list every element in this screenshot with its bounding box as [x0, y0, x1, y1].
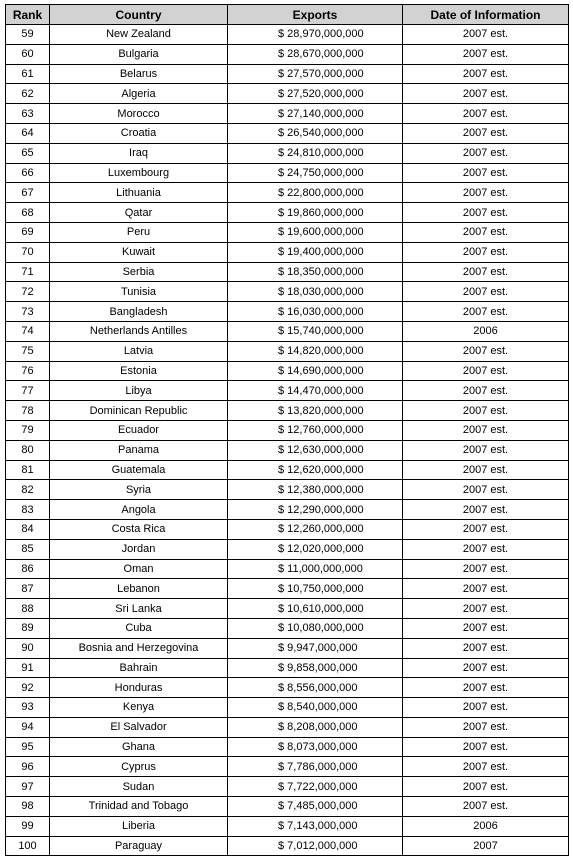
date-cell: 2007 est. — [403, 658, 569, 678]
country-cell: Ghana — [50, 737, 228, 757]
rank-cell: 98 — [6, 797, 50, 817]
country-cell: Algeria — [50, 84, 228, 104]
exports-cell: $ 8,556,000,000 — [228, 678, 403, 698]
date-cell: 2007 — [403, 836, 569, 856]
table-row — [6, 618, 569, 638]
date-cell: 2007 est. — [403, 500, 569, 520]
rank-cell: 75 — [6, 341, 50, 361]
rank-cell: 72 — [6, 282, 50, 302]
date-cell: 2007 est. — [403, 717, 569, 737]
date-cell: 2007 est. — [403, 757, 569, 777]
exports-cell: $ 24,810,000,000 — [228, 143, 403, 163]
date-cell: 2007 est. — [403, 420, 569, 440]
exports-cell: $ 14,820,000,000 — [228, 341, 403, 361]
country-cell: Kuwait — [50, 242, 228, 262]
table-row — [6, 361, 569, 381]
table-row — [6, 64, 569, 84]
rank-cell: 64 — [6, 123, 50, 143]
table-row — [6, 777, 569, 797]
exports-cell: $ 14,470,000,000 — [228, 381, 403, 401]
date-cell: 2007 est. — [403, 618, 569, 638]
country-cell: Guatemala — [50, 460, 228, 480]
exports-cell: $ 8,540,000,000 — [228, 698, 403, 718]
rank-cell: 59 — [6, 25, 50, 45]
exports-cell: $ 12,260,000,000 — [228, 519, 403, 539]
exports-cell: $ 7,012,000,000 — [228, 836, 403, 856]
exports-cell: $ 27,570,000,000 — [228, 64, 403, 84]
table-row — [6, 658, 569, 678]
date-cell: 2007 est. — [403, 44, 569, 64]
rank-cell: 63 — [6, 104, 50, 124]
rank-cell: 81 — [6, 460, 50, 480]
date-cell: 2007 est. — [403, 302, 569, 322]
country-cell: Paraguay — [50, 836, 228, 856]
exports-cell: $ 12,630,000,000 — [228, 440, 403, 460]
date-cell: 2007 est. — [403, 25, 569, 45]
table-row — [6, 638, 569, 658]
date-cell: 2007 est. — [403, 539, 569, 559]
table-row — [6, 104, 569, 124]
table-row — [6, 203, 569, 223]
exports-cell: $ 15,740,000,000 — [228, 321, 403, 341]
exports-cell: $ 28,970,000,000 — [228, 25, 403, 45]
date-cell: 2007 est. — [403, 222, 569, 242]
date-cell: 2007 est. — [403, 84, 569, 104]
table-row — [6, 321, 569, 341]
date-cell: 2007 est. — [403, 519, 569, 539]
table-row — [6, 480, 569, 500]
rank-cell: 67 — [6, 183, 50, 203]
rank-cell: 66 — [6, 163, 50, 183]
exports-cell: $ 12,760,000,000 — [228, 420, 403, 440]
rank-cell: 74 — [6, 321, 50, 341]
date-cell: 2006 — [403, 321, 569, 341]
table-row — [6, 341, 569, 361]
table-row — [6, 717, 569, 737]
country-cell: Lithuania — [50, 183, 228, 203]
country-cell: Dominican Republic — [50, 401, 228, 421]
exports-cell: $ 12,620,000,000 — [228, 460, 403, 480]
table-row — [6, 440, 569, 460]
table-row — [6, 836, 569, 856]
rank-cell: 85 — [6, 539, 50, 559]
rank-cell: 97 — [6, 777, 50, 797]
table-row — [6, 539, 569, 559]
exports-cell: $ 10,610,000,000 — [228, 599, 403, 619]
exports-cell: $ 13,820,000,000 — [228, 401, 403, 421]
date-cell: 2007 est. — [403, 262, 569, 282]
exports-cell: $ 8,073,000,000 — [228, 737, 403, 757]
table-row — [6, 698, 569, 718]
table-row — [6, 500, 569, 520]
country-cell: Iraq — [50, 143, 228, 163]
country-cell: Lebanon — [50, 579, 228, 599]
rank-cell: 94 — [6, 717, 50, 737]
date-cell: 2007 est. — [403, 797, 569, 817]
exports-cell: $ 19,860,000,000 — [228, 203, 403, 223]
table-body — [6, 25, 569, 856]
country-cell: Cyprus — [50, 757, 228, 777]
rank-cell: 62 — [6, 84, 50, 104]
date-cell: 2007 est. — [403, 203, 569, 223]
country-cell: New Zealand — [50, 25, 228, 45]
date-cell: 2007 est. — [403, 401, 569, 421]
country-cell: Latvia — [50, 341, 228, 361]
country-cell: Bulgaria — [50, 44, 228, 64]
rank-cell: 68 — [6, 203, 50, 223]
rank-cell: 89 — [6, 618, 50, 638]
table-row — [6, 163, 569, 183]
exports-cell: $ 26,540,000,000 — [228, 123, 403, 143]
table-row — [6, 44, 569, 64]
date-cell: 2007 est. — [403, 777, 569, 797]
table-row — [6, 420, 569, 440]
rank-cell: 60 — [6, 44, 50, 64]
table-row — [6, 282, 569, 302]
table-row — [6, 381, 569, 401]
rank-cell: 86 — [6, 559, 50, 579]
date-cell: 2007 est. — [403, 460, 569, 480]
table-row — [6, 242, 569, 262]
exports-cell: $ 7,722,000,000 — [228, 777, 403, 797]
exports-cell: $ 18,030,000,000 — [228, 282, 403, 302]
table-row — [6, 460, 569, 480]
date-cell: 2007 est. — [403, 638, 569, 658]
header-rank: Rank — [6, 5, 50, 25]
table-row — [6, 25, 569, 45]
table-row — [6, 222, 569, 242]
country-cell: Syria — [50, 480, 228, 500]
table-row — [6, 737, 569, 757]
date-cell: 2006 — [403, 816, 569, 836]
country-cell: Qatar — [50, 203, 228, 223]
table-row — [6, 143, 569, 163]
exports-cell: $ 12,380,000,000 — [228, 480, 403, 500]
rank-cell: 95 — [6, 737, 50, 757]
date-cell: 2007 est. — [403, 282, 569, 302]
table-row — [6, 183, 569, 203]
exports-cell: $ 19,600,000,000 — [228, 222, 403, 242]
rank-cell: 70 — [6, 242, 50, 262]
exports-cell: $ 14,690,000,000 — [228, 361, 403, 381]
header-exports: Exports — [228, 5, 403, 25]
date-cell: 2007 est. — [403, 64, 569, 84]
table-row — [6, 123, 569, 143]
country-cell: Liberia — [50, 816, 228, 836]
country-cell: Netherlands Antilles — [50, 321, 228, 341]
exports-cell: $ 27,140,000,000 — [228, 104, 403, 124]
country-cell: Serbia — [50, 262, 228, 282]
date-cell: 2007 est. — [403, 143, 569, 163]
exports-cell: $ 8,208,000,000 — [228, 717, 403, 737]
rank-cell: 69 — [6, 222, 50, 242]
exports-cell: $ 10,750,000,000 — [228, 579, 403, 599]
country-cell: Ecuador — [50, 420, 228, 440]
rank-cell: 79 — [6, 420, 50, 440]
table-row — [6, 816, 569, 836]
rank-cell: 93 — [6, 698, 50, 718]
country-cell: Tunisia — [50, 282, 228, 302]
rank-cell: 96 — [6, 757, 50, 777]
table-row — [6, 678, 569, 698]
exports-table — [5, 4, 569, 856]
exports-cell: $ 10,080,000,000 — [228, 618, 403, 638]
date-cell: 2007 est. — [403, 341, 569, 361]
exports-cell: $ 9,858,000,000 — [228, 658, 403, 678]
country-cell: Peru — [50, 222, 228, 242]
rank-cell: 91 — [6, 658, 50, 678]
header-country: Country — [50, 5, 228, 25]
date-cell: 2007 est. — [403, 123, 569, 143]
table-row — [6, 401, 569, 421]
table-row — [6, 599, 569, 619]
date-cell: 2007 est. — [403, 480, 569, 500]
table-row — [6, 757, 569, 777]
rank-cell: 71 — [6, 262, 50, 282]
rank-cell: 100 — [6, 836, 50, 856]
date-cell: 2007 est. — [403, 381, 569, 401]
date-cell: 2007 est. — [403, 242, 569, 262]
exports-cell: $ 7,786,000,000 — [228, 757, 403, 777]
country-cell: Oman — [50, 559, 228, 579]
country-cell: Libya — [50, 381, 228, 401]
date-cell: 2007 est. — [403, 737, 569, 757]
exports-cell: $ 7,485,000,000 — [228, 797, 403, 817]
country-cell: Angola — [50, 500, 228, 520]
date-cell: 2007 est. — [403, 599, 569, 619]
country-cell: Morocco — [50, 104, 228, 124]
date-cell: 2007 est. — [403, 559, 569, 579]
exports-cell: $ 27,520,000,000 — [228, 84, 403, 104]
rank-cell: 73 — [6, 302, 50, 322]
rank-cell: 65 — [6, 143, 50, 163]
rank-cell: 77 — [6, 381, 50, 401]
rank-cell: 99 — [6, 816, 50, 836]
table-row — [6, 579, 569, 599]
rank-cell: 88 — [6, 599, 50, 619]
date-cell: 2007 est. — [403, 361, 569, 381]
country-cell: Bangladesh — [50, 302, 228, 322]
country-cell: Costa Rica — [50, 519, 228, 539]
date-cell: 2007 est. — [403, 678, 569, 698]
country-cell: Sri Lanka — [50, 599, 228, 619]
exports-cell: $ 24,750,000,000 — [228, 163, 403, 183]
table-row — [6, 559, 569, 579]
country-cell: Honduras — [50, 678, 228, 698]
rank-cell: 83 — [6, 500, 50, 520]
rank-cell: 78 — [6, 401, 50, 421]
date-cell: 2007 est. — [403, 163, 569, 183]
date-cell: 2007 est. — [403, 440, 569, 460]
date-cell: 2007 est. — [403, 579, 569, 599]
rank-cell: 87 — [6, 579, 50, 599]
country-cell: Cuba — [50, 618, 228, 638]
date-cell: 2007 est. — [403, 183, 569, 203]
rank-cell: 84 — [6, 519, 50, 539]
country-cell: Jordan — [50, 539, 228, 559]
date-cell: 2007 est. — [403, 698, 569, 718]
exports-cell: $ 11,000,000,000 — [228, 559, 403, 579]
country-cell: Croatia — [50, 123, 228, 143]
country-cell: Luxembourg — [50, 163, 228, 183]
exports-cell: $ 19,400,000,000 — [228, 242, 403, 262]
table-row — [6, 84, 569, 104]
country-cell: El Salvador — [50, 717, 228, 737]
table-row — [6, 302, 569, 322]
exports-cell: $ 9,947,000,000 — [228, 638, 403, 658]
exports-cell: $ 12,020,000,000 — [228, 539, 403, 559]
table-row — [6, 797, 569, 817]
rank-cell: 76 — [6, 361, 50, 381]
exports-cell: $ 12,290,000,000 — [228, 500, 403, 520]
country-cell: Panama — [50, 440, 228, 460]
exports-table-container — [5, 4, 569, 856]
rank-cell: 61 — [6, 64, 50, 84]
date-cell: 2007 est. — [403, 104, 569, 124]
exports-cell: $ 22,800,000,000 — [228, 183, 403, 203]
country-cell: Sudan — [50, 777, 228, 797]
country-cell: Belarus — [50, 64, 228, 84]
rank-cell: 82 — [6, 480, 50, 500]
country-cell: Trinidad and Tobago — [50, 797, 228, 817]
exports-cell: $ 18,350,000,000 — [228, 262, 403, 282]
exports-cell: $ 16,030,000,000 — [228, 302, 403, 322]
table-row — [6, 519, 569, 539]
rank-cell: 80 — [6, 440, 50, 460]
table-row — [6, 262, 569, 282]
rank-cell: 92 — [6, 678, 50, 698]
table-header-row — [6, 5, 569, 25]
exports-cell: $ 7,143,000,000 — [228, 816, 403, 836]
country-cell: Bosnia and Herzegovina — [50, 638, 228, 658]
exports-cell: $ 28,670,000,000 — [228, 44, 403, 64]
country-cell: Bahrain — [50, 658, 228, 678]
country-cell: Estonia — [50, 361, 228, 381]
country-cell: Kenya — [50, 698, 228, 718]
header-date-of-information: Date of Information — [403, 5, 569, 25]
rank-cell: 90 — [6, 638, 50, 658]
